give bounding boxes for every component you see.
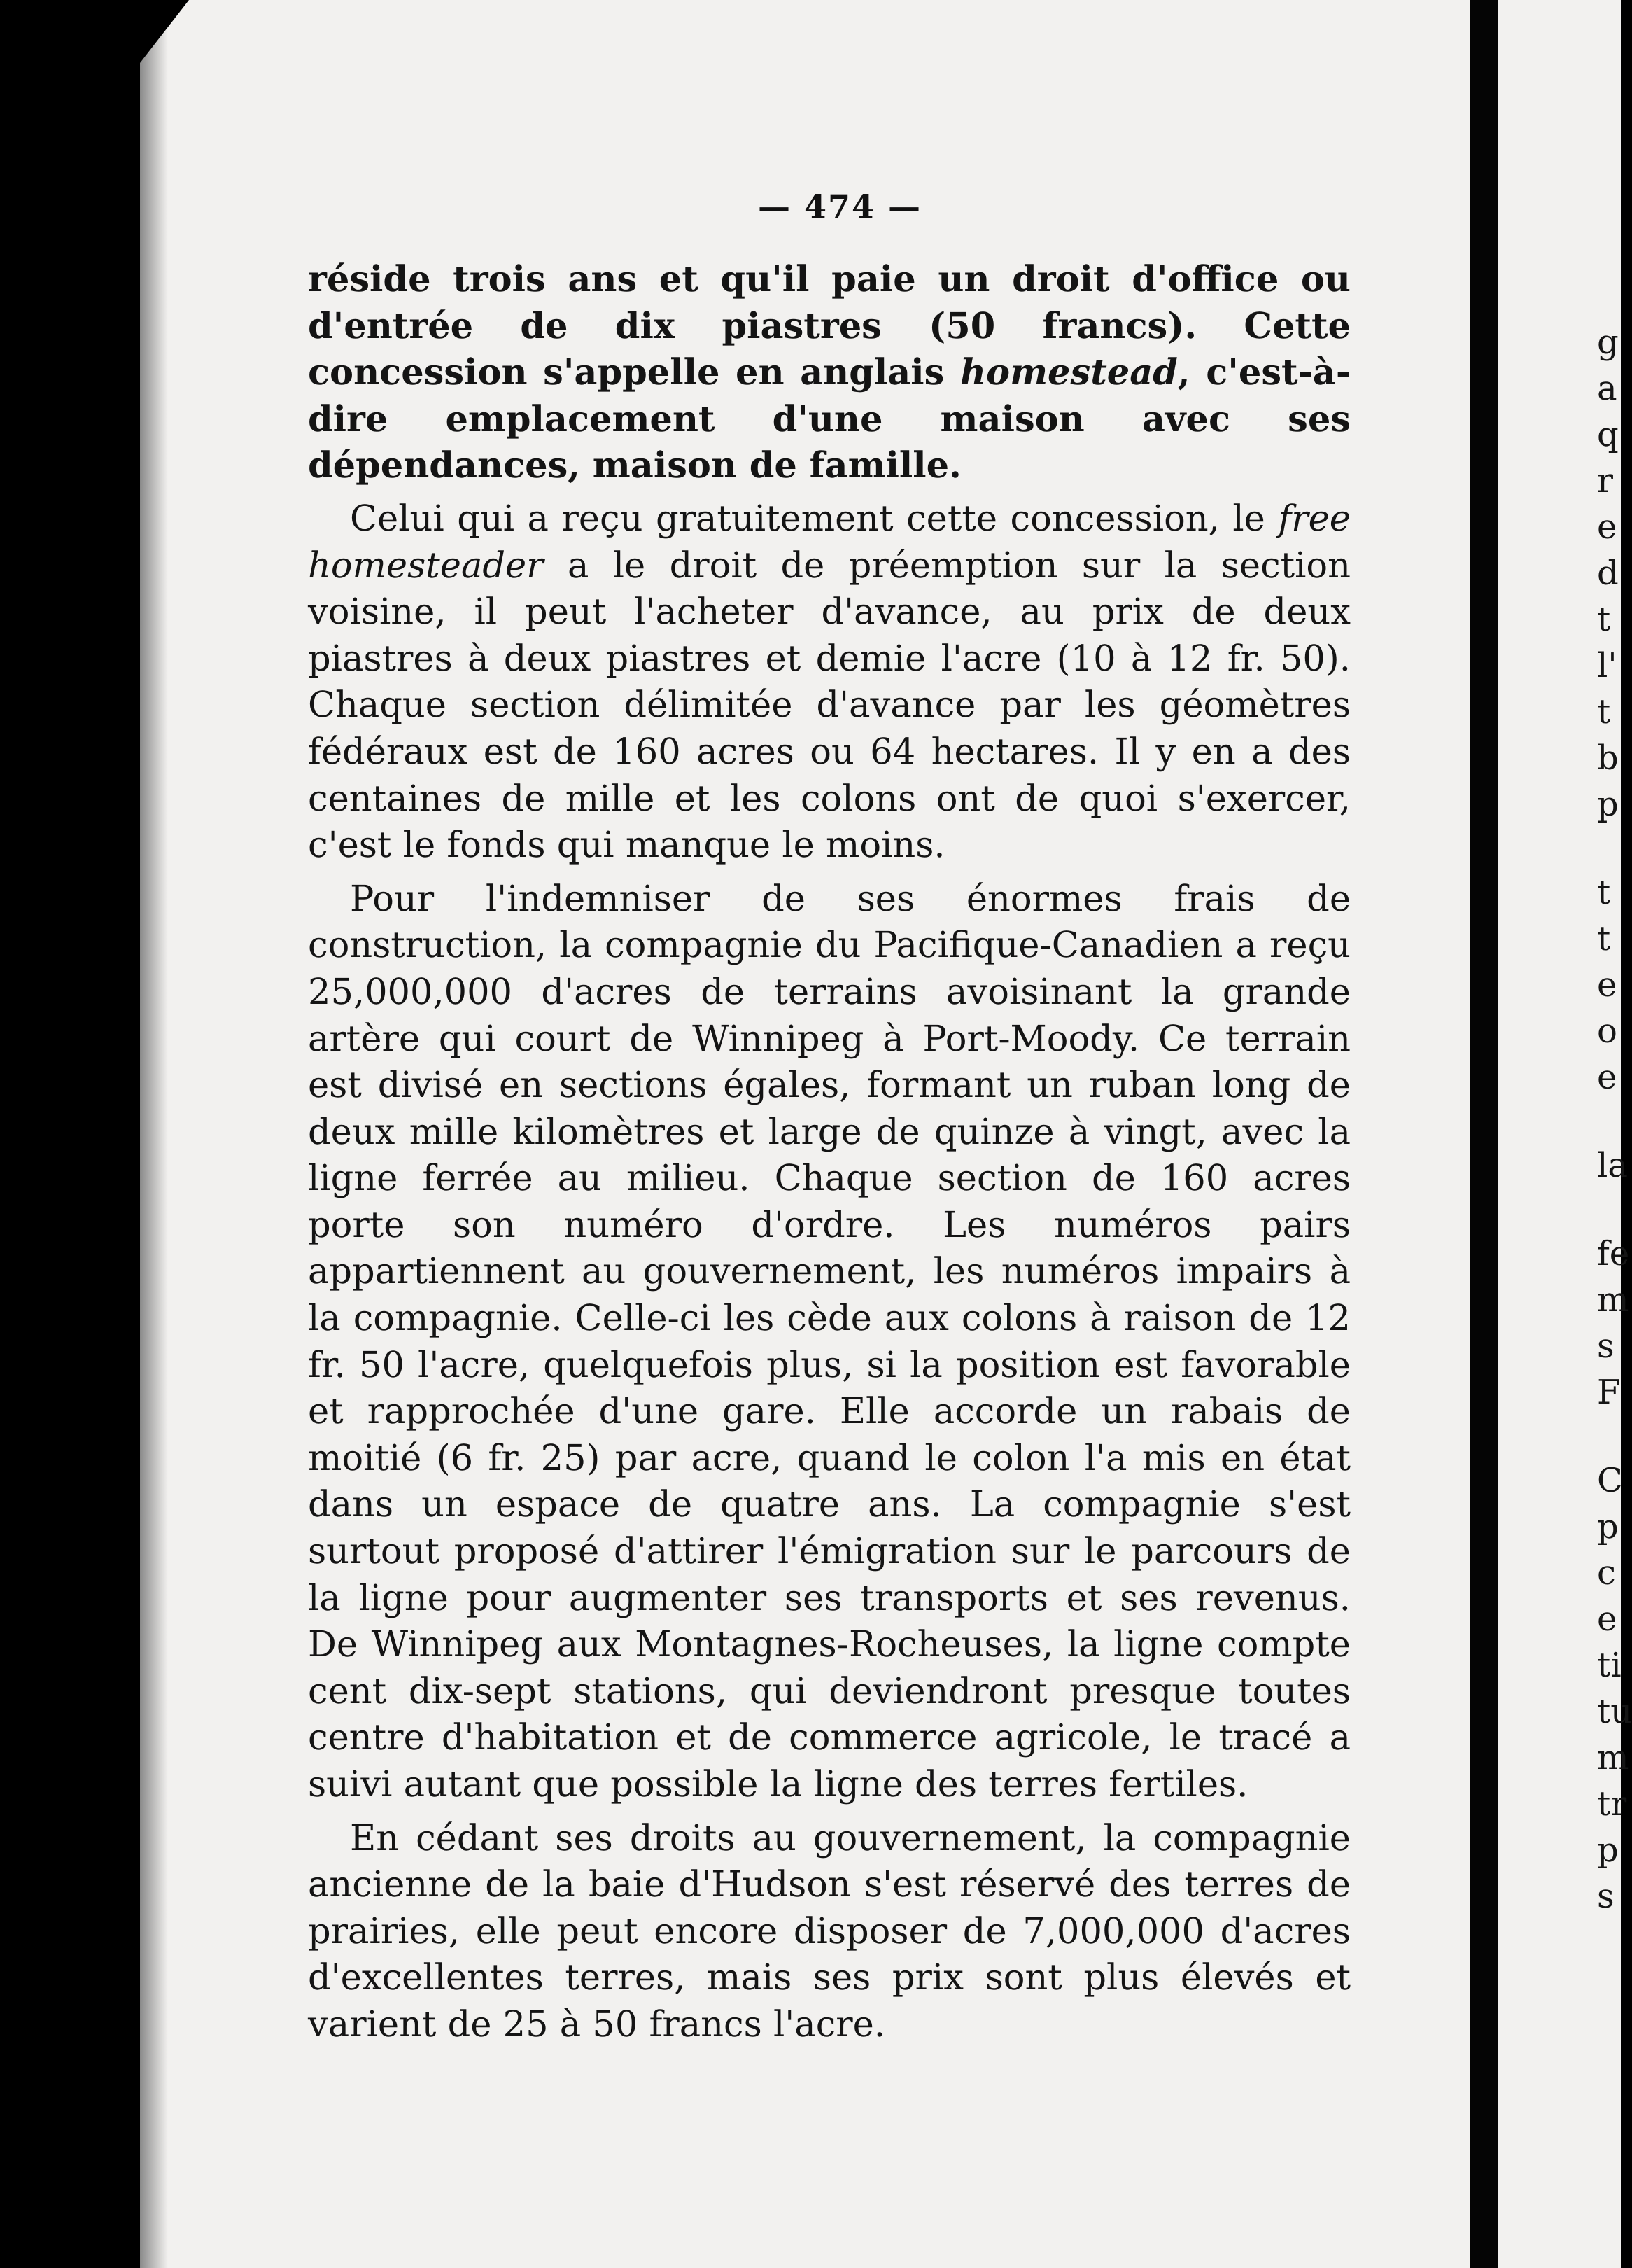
adjacent-page-fragment: c <box>1597 1553 1616 1592</box>
paragraph-1-text-a: réside trois ans et qu'il paie un droit d'office ou d'entrée de dix piastres (50 francs). Cette concession s'appelle en anglais <box>308 258 1351 394</box>
paragraph-4: En cédant ses droits au gouvernement, la compagnie ancienne de la baie d'Hudson s'est réservé des terres de prairies, elle peut encore disposer de 7,000,000 d'acres d'excellentes terres, mais ses prix sont plus élevés et varient de 25 à 50 francs l'acre. <box>308 1817 1351 2045</box>
adjacent-page-fragment: m <box>1597 1738 1629 1777</box>
page-number: — 474 — <box>757 188 922 225</box>
adjacent-page-fragment: fe <box>1597 1234 1630 1273</box>
adjacent-page-fragment: t <box>1597 919 1611 958</box>
adjacent-page-fragment: e <box>1597 1600 1617 1639</box>
adjacent-page-fragment: s <box>1597 1326 1615 1366</box>
adjacent-page-fragment: e <box>1597 1058 1617 1097</box>
adjacent-page-fragment: F <box>1597 1373 1621 1412</box>
adjacent-page-fragment: m <box>1597 1280 1629 1320</box>
paragraph-2 <box>308 496 1351 869</box>
adjacent-page-fragment: t <box>1597 692 1611 732</box>
adjacent-page-fragment: tu <box>1597 1692 1632 1731</box>
adjacent-page-text <box>1597 319 1632 1919</box>
adjacent-page-fragment: b <box>1597 738 1619 778</box>
adjacent-page-fragment: e <box>1597 507 1617 547</box>
adjacent-page-fragment <box>1597 1189 1632 1231</box>
adjacent-page-fragment: d <box>1597 554 1619 593</box>
adjacent-page-fragment: la <box>1597 1146 1628 1185</box>
page-corner-fold <box>140 0 189 63</box>
adjacent-page-fragment: q <box>1597 415 1619 454</box>
adjacent-page-fragment: s <box>1597 1877 1615 1916</box>
adjacent-page-fragment: t <box>1597 873 1611 912</box>
adjacent-page-fragment <box>1597 1415 1632 1457</box>
page-edge-shadow <box>140 0 168 2268</box>
paragraph-2-italic-term: free homesteader <box>308 498 1351 587</box>
paragraph-1 <box>308 256 1351 489</box>
adjacent-page-fragment <box>1597 827 1632 869</box>
adjacent-page-fragment: p <box>1597 1830 1619 1870</box>
adjacent-page-fragment: l' <box>1597 646 1617 685</box>
paragraph-3: Pour l'indemniser de ses énormes frais de construction, la compagnie du Pacifique-Canadien a reçu 25,000,000 d'acres de terrains avoisinant la grande artère qui court de Winnipeg à Port-Moody. Ce terrain est divisé en sections égales, formant un ruban long de deux mille kilomètres et large de quinze à vingt, avec la ligne ferrée au milieu. Chaque section de 160 acres porte son numéro d'ordre. Les numéros pairs appartiennent au gouvernement, les numéros impairs à la compagnie. Celle-ci les cède aux colons à raison de 12 fr. 50 l'acre, quelquefois plus, si la position est favorable et rapprochée d'une gare. Elle accorde un rabais de moitié (6 fr. 25) par acre, quand le colon l'a mis en état dans un espace de quatre ans. La compagnie s'est surtout proposé d'attirer l'émigration sur le parcours de la ligne pour augmenter ses transports et ses revenus. De Winnipeg aux Montagnes-Rocheuses, la ligne compte cent dix-sept stations, qui deviendront presque toutes centre d'habitation et de commerce agricole, le tracé a suivi autant que possible la ligne des terres fertiles. <box>308 878 1351 1805</box>
book-gutter <box>1470 0 1498 2268</box>
paragraph-1-italic-term: homestead <box>959 351 1178 394</box>
adjacent-page-fragment: a <box>1597 369 1617 408</box>
adjacent-page-fragment: e <box>1597 965 1617 1004</box>
adjacent-page-fragment <box>1597 1100 1632 1142</box>
adjacent-page-fragment: o <box>1597 1011 1617 1051</box>
paragraph-1-text-b: , c'est-à-dire emplacement d'une maison avec ses dépendances, maison de famille. <box>308 351 1351 487</box>
adjacent-page-fragment: r <box>1597 461 1613 500</box>
adjacent-page-fragment: p <box>1597 1507 1619 1546</box>
adjacent-page-fragment: C <box>1597 1461 1623 1500</box>
paragraph-2-text-a: Celui qui a reçu gratuitement cette concession, le <box>350 498 1279 540</box>
adjacent-page-fragment: tr <box>1597 1784 1627 1823</box>
adjacent-page-fragment: t <box>1597 600 1611 639</box>
adjacent-page-fragment: p <box>1597 785 1619 824</box>
adjacent-page-fragment: g <box>1597 323 1619 362</box>
paragraph-2-text-b: a le droit de préemption sur la section voisine, il peut l'acheter d'avance, au prix de deux piastres à deux piastres et demie l'acre (10 à 12 fr. 50). Chaque section délimitée d'avance par les géomètres fédéraux est de 160 acres ou 64 hectares. Il y en a des centaines de mille et les colons ont de quoi s'exercer, c'est le fonds qui manque le moins. <box>308 545 1351 867</box>
adjacent-page-fragment: ti <box>1597 1646 1622 1685</box>
page-body <box>308 256 1351 2049</box>
